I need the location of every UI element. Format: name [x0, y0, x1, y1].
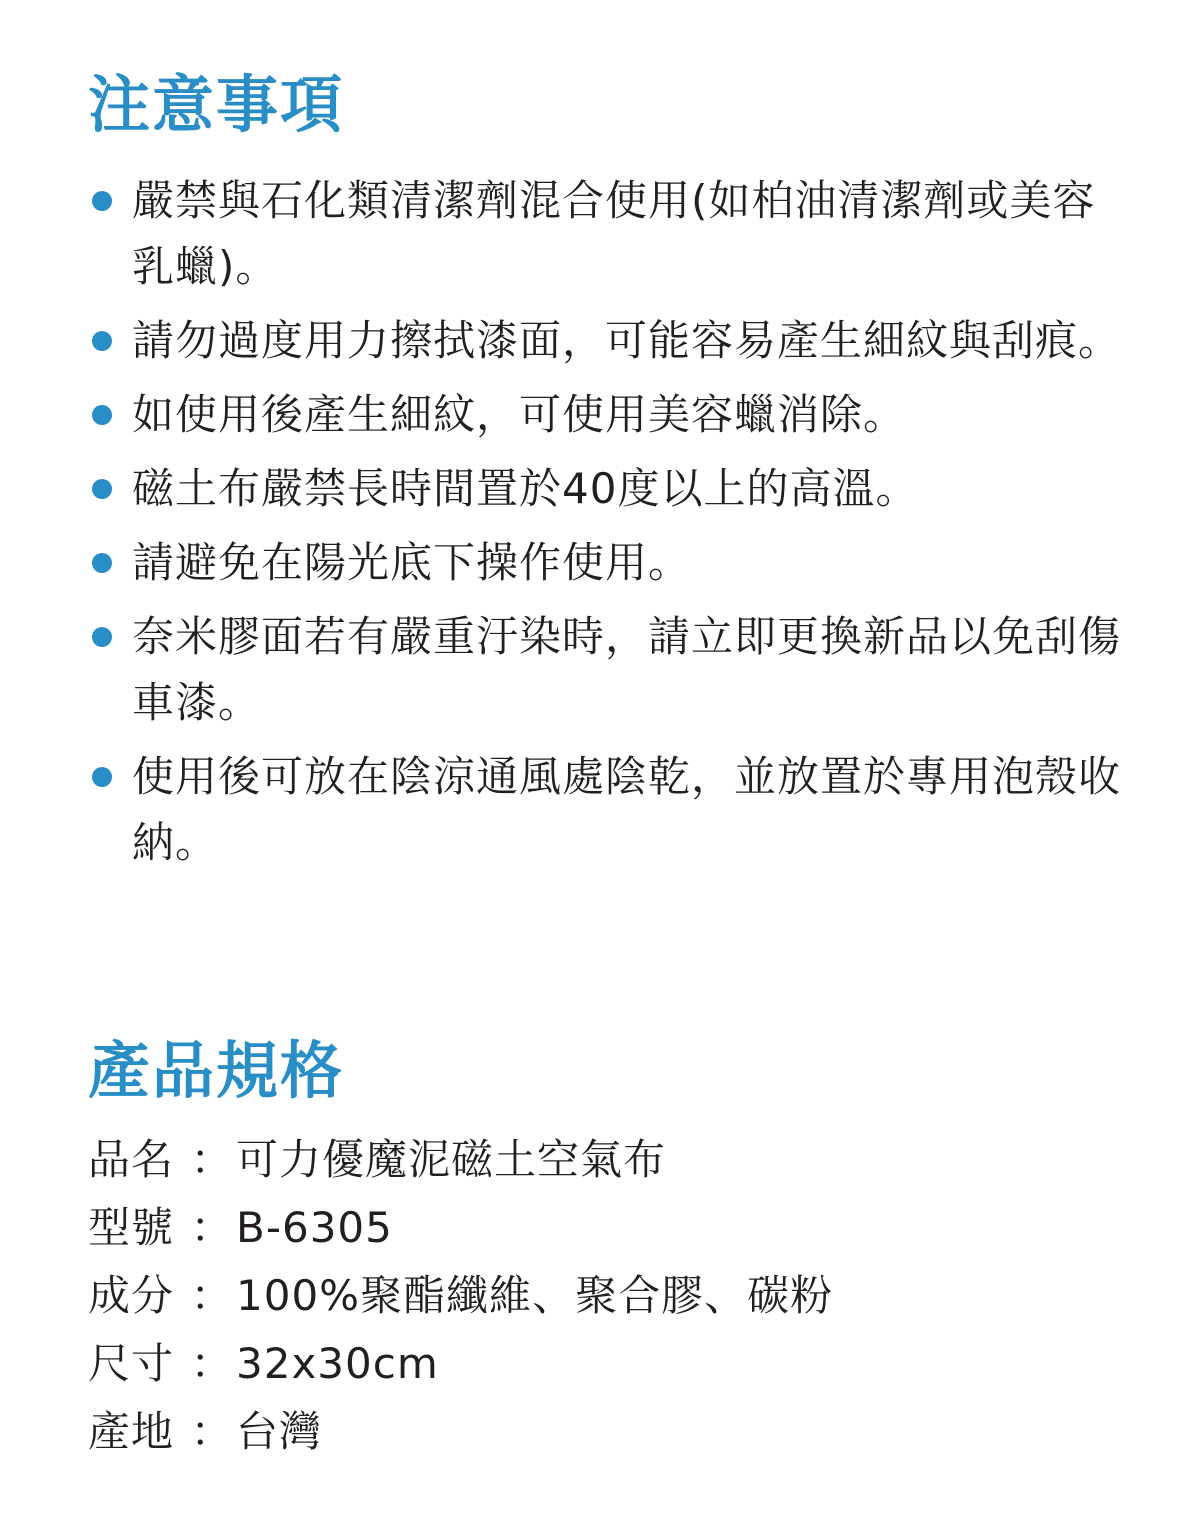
- spec-label: 品名: [88, 1135, 175, 1184]
- spec-row-name: [88, 1126, 1128, 1194]
- bullet-icon: [92, 767, 112, 787]
- list-item: [88, 530, 1128, 596]
- spec-value: B-6305: [236, 1203, 393, 1252]
- bullet-icon: [92, 479, 112, 499]
- bullet-icon: [92, 191, 112, 211]
- spec-colon: ：: [190, 1135, 234, 1184]
- notes-list: [88, 168, 1128, 884]
- spec-label: 型號: [88, 1203, 175, 1252]
- spec-colon: ：: [190, 1271, 234, 1320]
- spec-label: 成分: [88, 1271, 175, 1320]
- bullet-icon: [92, 405, 112, 425]
- spec-row-model: [88, 1194, 1128, 1262]
- note-text: 嚴禁與石化類清潔劑混合使用(如柏油清潔劑或美容乳蠟)。: [132, 176, 1096, 291]
- spec-label: 尺寸: [88, 1339, 175, 1388]
- note-text: 請勿過度用力擦拭漆面，可能容易產生細紋與刮痕。: [132, 316, 1122, 365]
- note-text: 使用後可放在陰涼通風處陰乾，並放置於專用泡殼收納。: [132, 752, 1122, 867]
- specs-title: 產品規格: [88, 1034, 345, 1107]
- note-text: 請避免在陽光底下操作使用。: [132, 538, 692, 587]
- list-item: [88, 744, 1128, 876]
- spec-colon: ：: [190, 1407, 234, 1456]
- note-text: 如使用後產生細紋，可使用美容蠟消除。: [132, 390, 907, 439]
- spec-row-size: [88, 1330, 1128, 1398]
- list-item: [88, 456, 1128, 522]
- spec-value: 100%聚酯纖維、聚合膠、碳粉: [236, 1271, 834, 1320]
- note-text: 磁土布嚴禁長時間置於40度以上的高溫。: [132, 464, 919, 513]
- spec-value: 32x30cm: [236, 1339, 439, 1388]
- notes-title: 注意事項: [88, 68, 345, 141]
- spec-row-material: [88, 1262, 1128, 1330]
- list-item: [88, 382, 1128, 448]
- spec-label: 產地: [88, 1407, 175, 1456]
- list-item: [88, 604, 1128, 736]
- note-text: 奈米膠面若有嚴重汙染時，請立即更換新品以免刮傷車漆。: [132, 612, 1122, 727]
- list-item: [88, 308, 1128, 374]
- spec-colon: ：: [190, 1203, 234, 1252]
- bullet-icon: [92, 553, 112, 573]
- bullet-icon: [92, 627, 112, 647]
- spec-row-origin: [88, 1398, 1128, 1466]
- spec-colon: ：: [190, 1339, 234, 1388]
- bullet-icon: [92, 331, 112, 351]
- spec-value: 可力優魔泥磁土空氣布: [236, 1135, 667, 1184]
- spec-value: 台灣: [236, 1407, 323, 1456]
- specs-table: [88, 1126, 1128, 1466]
- list-item: [88, 168, 1128, 300]
